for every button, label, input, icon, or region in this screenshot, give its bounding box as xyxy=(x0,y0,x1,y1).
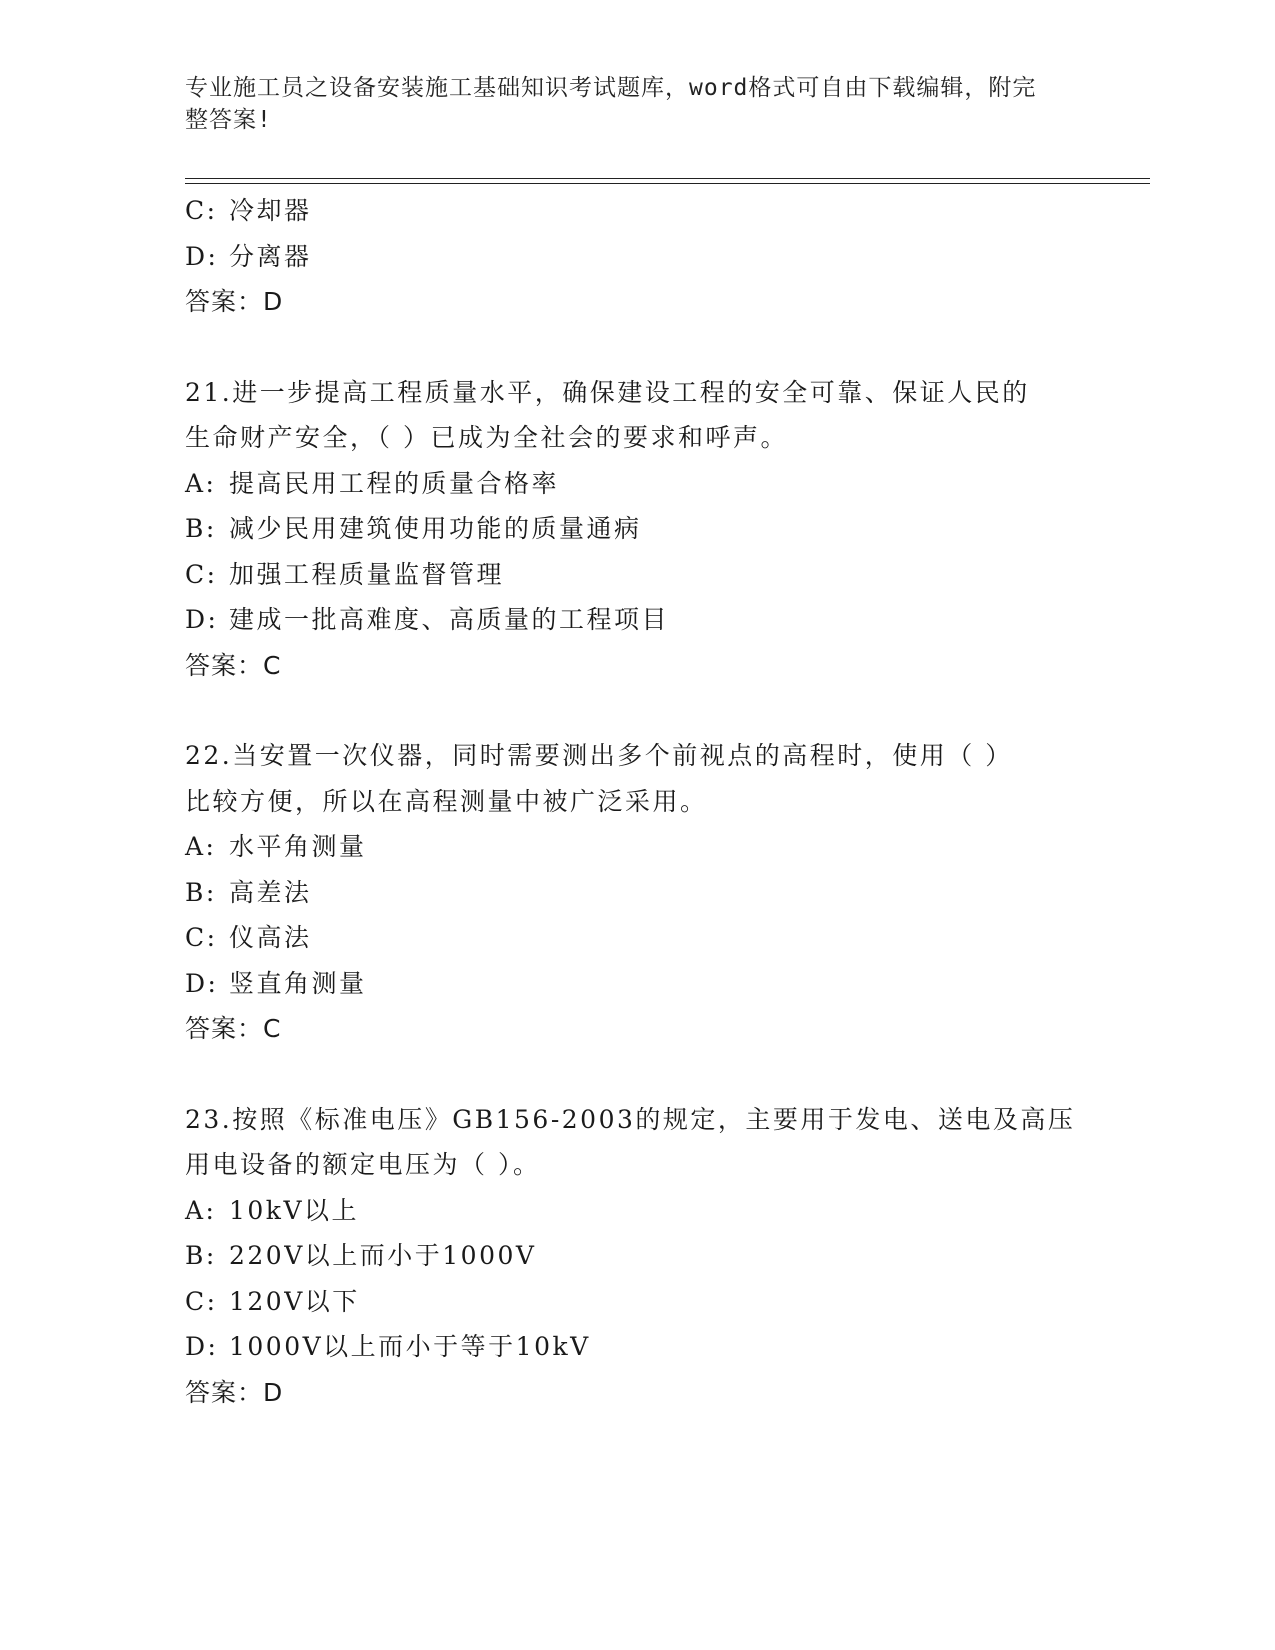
option-text: 仪高法 xyxy=(229,923,312,952)
header-title-line-2: 整答案! xyxy=(185,107,272,133)
option-letter: D: xyxy=(185,605,219,634)
option-letter: B: xyxy=(185,877,217,907)
answer-line: 答案：C xyxy=(185,650,282,680)
spacer xyxy=(185,325,1150,370)
answer-line: 答案：D xyxy=(185,287,284,316)
option-line xyxy=(185,188,1150,234)
option-letter: A: xyxy=(185,1195,217,1225)
question-list xyxy=(185,188,1150,1415)
option-letter: D: xyxy=(185,968,219,998)
option-text: 1000V以上而小于等于10kV xyxy=(229,1332,591,1361)
header-divider-top xyxy=(185,178,1150,179)
option-letter: D: xyxy=(185,1332,219,1361)
option-letter: D: xyxy=(185,241,219,271)
question-stem-line-2: 用电设备的额定电压为（ ）。 xyxy=(185,1150,541,1179)
option-text: 提高民用工程的质量合格率 xyxy=(229,468,560,498)
option-line xyxy=(185,1279,1150,1325)
option-line xyxy=(185,961,1150,1007)
option-letter: C: xyxy=(185,923,218,952)
option-text: 冷却器 xyxy=(229,196,312,225)
option-text: 水平角测量 xyxy=(229,832,367,861)
option-line xyxy=(185,552,1150,598)
answer-line: 答案：C xyxy=(185,1014,282,1043)
question-stem-line-2: 生命财产安全，（ ）已成为全社会的要求和呼声。 xyxy=(185,423,788,452)
option-text: 减少民用建筑使用功能的质量通病 xyxy=(229,514,642,543)
option-text: 加强工程质量监督管理 xyxy=(229,559,505,589)
option-text: 分离器 xyxy=(229,241,312,271)
option-line xyxy=(185,915,1150,961)
option-line xyxy=(185,1324,1150,1370)
question-22 xyxy=(185,733,1150,1052)
option-line xyxy=(185,870,1150,916)
option-letter: C: xyxy=(185,1286,218,1316)
option-line xyxy=(185,506,1150,552)
option-line xyxy=(185,824,1150,870)
option-line xyxy=(185,1188,1150,1234)
header-divider-bottom xyxy=(185,183,1150,184)
option-text: 120V以下 xyxy=(229,1286,360,1316)
option-letter: B: xyxy=(185,1241,217,1270)
header-title-line-1: 专业施工员之设备安装施工基础知识考试题库，word格式可自由下载编辑，附完 xyxy=(185,75,1037,101)
question-stem-line-2: 比较方便，所以在高程测量中被广泛采用。 xyxy=(185,786,708,816)
option-text: 高差法 xyxy=(229,877,312,907)
option-text: 220V以上而小于1000V xyxy=(229,1241,537,1270)
option-text: 竖直角测量 xyxy=(229,968,367,998)
question-stem-line-1: 21.进一步提高工程质量水平，确保建设工程的安全可靠、保证人民的 xyxy=(185,377,1030,407)
page-header xyxy=(185,72,1065,136)
answer-line: 答案：D xyxy=(185,1377,284,1407)
option-letter: C: xyxy=(185,196,218,225)
option-line xyxy=(185,234,1150,280)
question-21 xyxy=(185,370,1150,689)
option-line xyxy=(185,1233,1150,1279)
option-letter: A: xyxy=(185,832,217,861)
spacer xyxy=(185,1052,1150,1097)
question-stem-line-1: 22.当安置一次仪器，同时需要测出多个前视点的高程时，使用（ ） xyxy=(185,741,1013,770)
option-letter: C: xyxy=(185,559,218,589)
option-line xyxy=(185,461,1150,507)
option-text: 建成一批高难度、高质量的工程项目 xyxy=(229,605,670,634)
question-23 xyxy=(185,1097,1150,1416)
option-letter: B: xyxy=(185,514,217,543)
option-text: 10kV以上 xyxy=(229,1195,360,1225)
spacer xyxy=(185,688,1150,733)
option-letter: A: xyxy=(185,468,217,498)
question-20-tail xyxy=(185,188,1150,325)
question-stem-line-1: 23.按照《标准电压》GB156-2003的规定，主要用于发电、送电及高压 xyxy=(185,1104,1076,1134)
option-line xyxy=(185,597,1150,643)
